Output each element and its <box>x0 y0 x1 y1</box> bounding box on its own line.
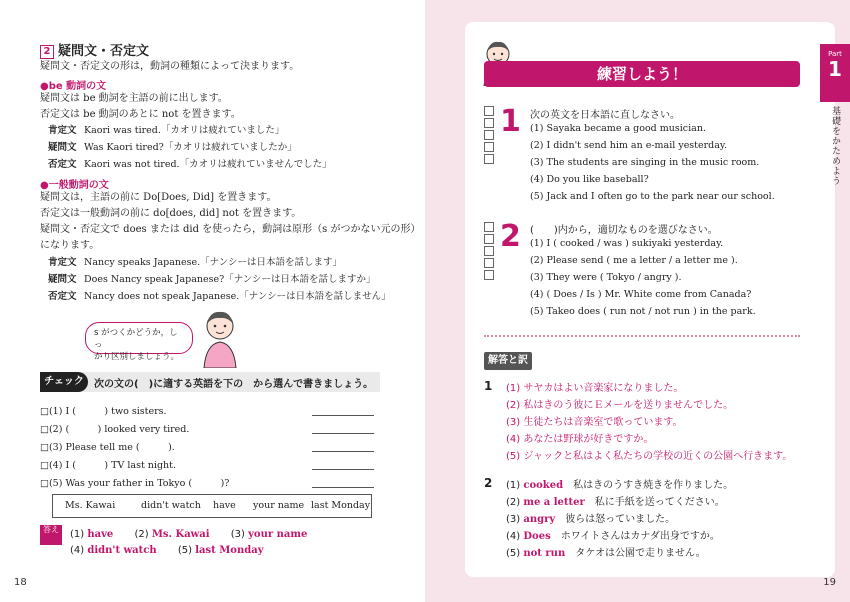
answer-line-5[interactable] <box>312 487 374 488</box>
be-verb-heading: ●be 動詞の文 <box>40 81 107 92</box>
answer-line-3[interactable] <box>312 451 374 452</box>
checkbox[interactable] <box>484 258 494 268</box>
check-instruction: 次の文の( )に適する英語を下の から選んで書きましょう。 <box>94 379 374 390</box>
gen-line-3: 疑問文・否定文で does または did を使ったら，動詞は原形（s がつかない元の形） <box>40 224 421 235</box>
tip-line-2: かり区別しましょう。 <box>94 352 180 362</box>
choice-item: your name <box>253 500 305 511</box>
check-question-2: □(2) ( ) looked very tired. <box>40 424 190 435</box>
exercise-2-item: (1) I ( cooked / was ) sukiyaki yesterday. <box>530 238 724 249</box>
answer-text: (4) あなたは野球が好きですか。 <box>506 434 654 445</box>
answer-2-item <box>506 527 720 542</box>
be-example-2 <box>48 141 297 155</box>
gen-line-1: 疑問文は，主語の前に Do[Does, Did] を置きます。 <box>40 192 277 203</box>
be-example-1 <box>48 124 284 138</box>
exercise-2-instruction: ( )内から，適切なものを選びなさい。 <box>530 225 718 236</box>
answer-english: Does <box>523 531 551 542</box>
check-question-1: □(1) I ( ) two sisters. <box>40 406 167 417</box>
exercise-1-item: (1) Sayaka became a good musician. <box>530 123 706 134</box>
answer-english: me a letter <box>523 497 585 508</box>
answer-text: your name <box>248 529 308 540</box>
check-bar <box>40 372 380 392</box>
exercise-1-item: (3) The students are singing in the music room. <box>530 157 760 168</box>
checkbox[interactable] <box>484 118 494 128</box>
tip-line-1: s がつくかどうか，しっ <box>94 328 178 350</box>
answer-1-item <box>506 447 792 462</box>
answer-english: not run <box>523 548 566 559</box>
be-line-1: 疑問文は be 動詞を主語の前に出します。 <box>40 93 228 104</box>
heading-text: 疑問文・否定文 <box>58 44 150 59</box>
answer-1-item <box>506 396 733 411</box>
answer-japanese: ホワイトさんはカナダ出身ですか。 <box>560 531 720 542</box>
section-heading <box>40 40 149 59</box>
gen-line-4: になります。 <box>40 240 100 251</box>
checkbox[interactable] <box>484 246 494 256</box>
answer-japanese: タケオは公園で走りません。 <box>575 548 706 559</box>
intro-text: 疑問文・否定文の形は，動詞の種類によって決まります。 <box>40 61 300 72</box>
checkbox[interactable] <box>484 154 494 164</box>
example-text: Kaori was tired.「カオリは疲れていました」 <box>84 125 285 136</box>
answers-row-1 <box>70 529 307 540</box>
example-label: 肯定文 <box>48 125 77 136</box>
check-question-5: □(5) Was your father in Tokyo ( )? <box>40 478 230 489</box>
page-number-left: 18 <box>14 577 27 588</box>
answer-1-number: 1 <box>484 379 493 393</box>
answer-english: angry <box>523 514 556 525</box>
check-tag: チェック <box>40 372 88 392</box>
example-text: Nancy does not speak Japanese.「ナンシーは日本語を話しません」 <box>84 291 391 302</box>
answer-number: (1) <box>70 529 85 540</box>
part-number: 1 <box>828 57 842 81</box>
answer-tag: 答え <box>40 525 62 545</box>
exercise-2-number: 2 <box>500 219 521 254</box>
answer-japanese: 私はきのうすき焼きを作りました。 <box>573 480 734 491</box>
be-line-2: 否定文は be 動詞のあとに not を置きます。 <box>40 109 241 120</box>
answer-text: (5) ジャックと私はよく私たちの学校の近くの公園へ行きます。 <box>506 451 793 462</box>
example-label: 疑問文 <box>48 274 77 285</box>
exercise-1-item: (4) Do you like baseball? <box>530 174 649 185</box>
practice-title: 練習しよう！ <box>484 61 800 87</box>
answer-text: Ms. Kawai <box>151 529 210 540</box>
checkbox[interactable] <box>484 234 494 244</box>
example-label: 疑問文 <box>48 142 77 153</box>
checkbox[interactable] <box>484 142 494 152</box>
choice-item: last Monday <box>311 500 371 511</box>
answer-2-item <box>506 510 675 525</box>
answer-2-item <box>506 476 733 491</box>
answer-japanese: 彼らは怒っていました。 <box>565 514 676 525</box>
answer-text: (1) サヤカはよい音楽家になりました。 <box>506 383 684 394</box>
answers-heading: 解答と訳 <box>484 352 532 370</box>
answer-text: last Monday <box>195 545 264 556</box>
checkbox[interactable] <box>484 130 494 140</box>
answer-japanese: 私に手紙を送ってください。 <box>594 497 725 508</box>
part-tab[interactable] <box>820 44 850 102</box>
choice-item: have <box>213 500 236 511</box>
gen-example-2 <box>48 273 376 287</box>
answer-2-number: 2 <box>484 476 493 490</box>
answer-text: have <box>87 529 114 540</box>
answer-number: (4) <box>506 531 521 542</box>
answer-text: didn't watch <box>87 545 157 556</box>
exercise-2-item: (4) ( Does / Is ) Mr. White come from Canada? <box>530 289 752 300</box>
tip-bubble <box>85 322 193 362</box>
exercise-2-item: (5) Takeo does ( run not / not run ) in the park. <box>530 306 756 317</box>
exercise-1-item: (2) I didn't send him an e-mail yesterday. <box>530 140 728 151</box>
answer-line-1[interactable] <box>312 415 374 416</box>
example-label: 否定文 <box>48 291 77 302</box>
answer-number: (1) <box>506 480 521 491</box>
be-example-3 <box>48 158 332 172</box>
example-text: Does Nancy speak Japanese?「ナンシーは日本語を話しますか」 <box>84 274 376 285</box>
example-label: 肯定文 <box>48 257 77 268</box>
gen-line-2: 否定文は一般動詞の前に do[does, did] not を置きます。 <box>40 208 302 219</box>
example-text: Was Kaori tired?「カオリは疲れていましたか」 <box>84 142 297 153</box>
example-text: Nancy speaks Japanese.「ナンシーは日本語を話します」 <box>84 257 342 268</box>
answer-2-item <box>506 493 725 508</box>
example-text: Kaori was not tired.「カオリは疲れていませんでした」 <box>84 159 332 170</box>
answer-1-item <box>506 413 683 428</box>
answer-number: (5) <box>506 548 521 559</box>
exercise-1-number: 1 <box>500 104 521 139</box>
check-question-4: □(4) I ( ) TV last night. <box>40 460 176 471</box>
answer-text: (3) 生徒たちは音楽室で歌っています。 <box>506 417 683 428</box>
example-label: 否定文 <box>48 159 77 170</box>
answer-number: (2) <box>506 497 521 508</box>
answer-2-item <box>506 544 706 559</box>
answer-number: (3) <box>506 514 521 525</box>
side-caption: 基礎をかためよう <box>830 106 840 186</box>
choice-box <box>52 494 372 518</box>
general-verb-heading: ●一般動詞の文 <box>40 180 109 191</box>
page-number-right: 19 <box>823 577 836 588</box>
divider <box>484 335 800 337</box>
gen-example-1 <box>48 256 342 270</box>
checkbox[interactable] <box>484 222 494 232</box>
answer-english: cooked <box>523 480 564 491</box>
gen-example-3 <box>48 290 391 304</box>
exercise-1-item: (5) Jack and I often go to the park near our school. <box>530 191 775 202</box>
checkbox[interactable] <box>484 106 494 116</box>
exercise-2-item: (2) Please send ( me a letter / a letter me ). <box>530 255 738 266</box>
exercise-1-instruction: 次の英文を日本語に直しなさい。 <box>530 110 680 121</box>
answer-line-2[interactable] <box>312 433 374 434</box>
choice-item: didn't watch <box>141 500 201 511</box>
exercise-2-item: (3) They were ( Tokyo / angry ). <box>530 272 682 283</box>
answer-1-item <box>506 430 653 445</box>
answer-number: (2) <box>134 529 149 540</box>
choice-item: Ms. Kawai <box>65 500 116 511</box>
answers-row-2 <box>70 545 264 556</box>
heading-number: 2 <box>40 45 54 59</box>
teacher-illustration-icon <box>196 308 244 368</box>
answer-number: (3) <box>230 529 245 540</box>
answer-line-4[interactable] <box>312 469 374 470</box>
answer-number: (5) <box>177 545 193 556</box>
checkbox[interactable] <box>484 270 494 280</box>
answer-text: (2) 私はきのう彼にＥメールを送りませんでした。 <box>506 400 734 411</box>
check-question-3: □(3) Please tell me ( ). <box>40 442 175 453</box>
part-label: Part <box>828 50 842 58</box>
answer-number: (4) <box>70 545 85 556</box>
answer-1-item <box>506 379 683 394</box>
